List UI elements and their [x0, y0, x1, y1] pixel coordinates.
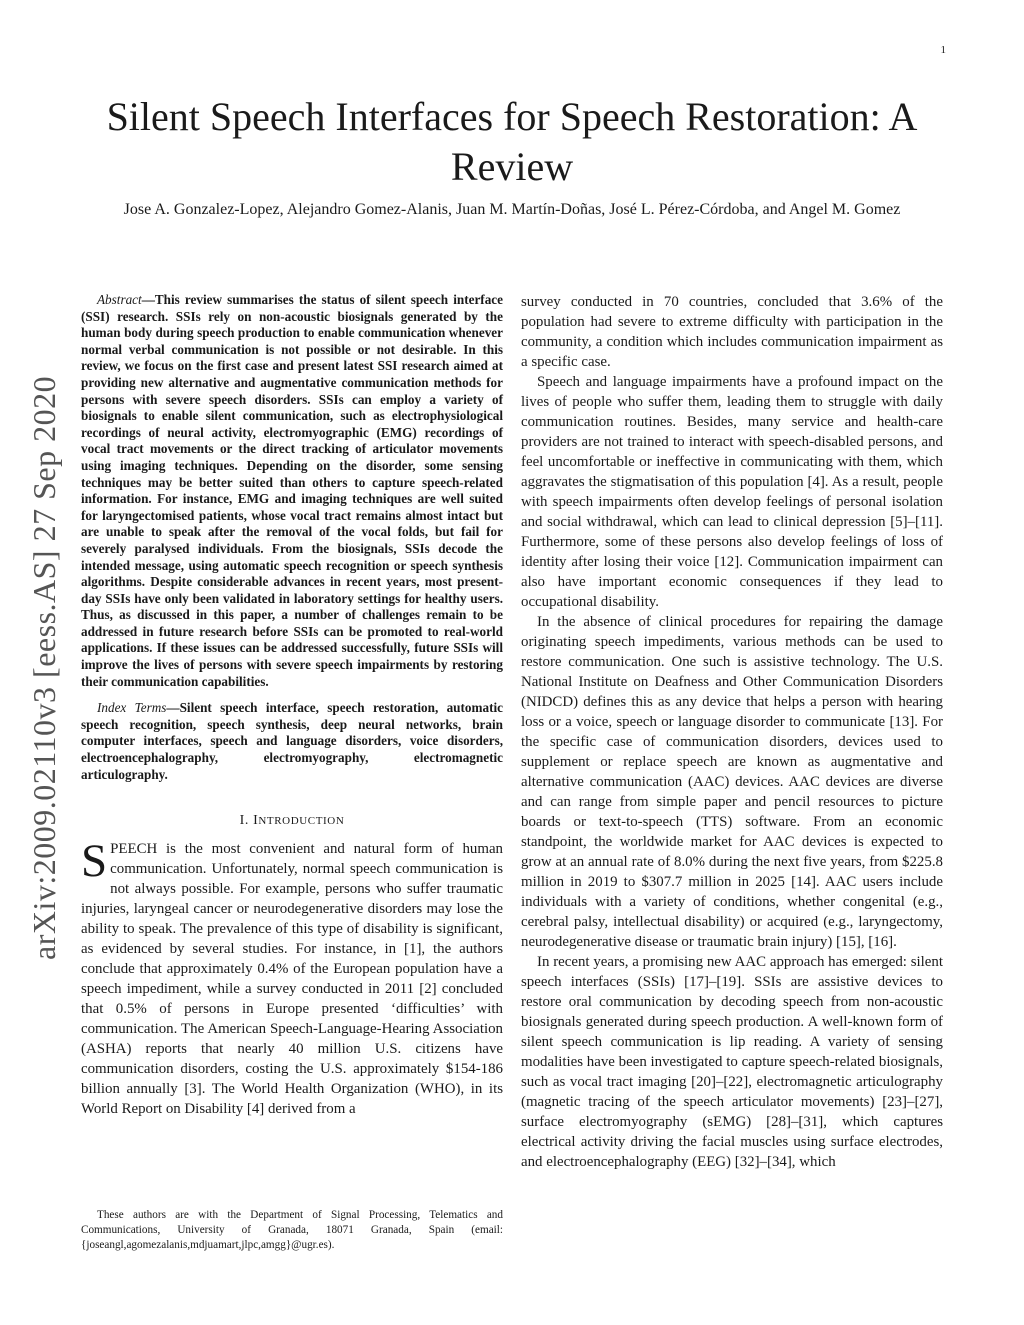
body-paragraph: survey conducted in 70 countries, concluded that 3.6% of the population had severe to extreme difficulty with participation in the community, a condition which includes communication impairment as a specific case. [521, 294, 943, 370]
abstract-text: —This review summarises the status of silent speech interface (SSI) research. SSIs rely on non-acoustic biosignals generated by the human body during speech production to enable communication whenever normal verbal communication is not possible or not desirable. In this review, we focus on the first case and present latest SSI research aimed at providing new alternative and augmentative communication methods for persons with severe speech disorders. SSIs can employ a variety of biosignals to enable silent communication, such as electrophysiological recordings of neural activity, electromyographic (EMG) recordings of vocal tract movements or the direct tracking of articulator movements using imaging techniques. Depending on the disorder, some sensing techniques may be better suited than others to capture speech-related information. For instance, EMG and imaging techniques are well suited for laryngectomised patients, whose vocal tract remains almost intact but are unable to speak after the removal of the vocal folds, but fail for severely paralysed individuals. From the biosignals, SSIs decode the intended message, using automatic speech recognition or speech synthesis algorithms. Despite considerable advances in recent years, most present-day SSIs have only been validated in laboratory settings for healthy users. Thus, as discussed in this paper, a number of challenges remain to be addressed in future research before SSIs can be promoted to real-world applications. If these issues can be addressed successfully, future SSIs will improve the lives of persons with severe speech impairments by restoring their communication capabilities. [81, 292, 503, 689]
author-list: Jose A. Gonzalez-Lopez, Alejandro Gomez-Alanis, Juan M. Martín-Doñas, José L. Pérez-Córdoba, and Angel M. Gomez [123, 201, 901, 218]
paper-title: Silent Speech Interfaces for Speech Restoration: A Review [106, 94, 918, 189]
left-column [81, 292, 503, 1119]
body-paragraph: In recent years, a promising new AAC approach has emerged: silent speech interfaces (SSIs) [17]–[19]. SSIs are assistive devices to restore oral communication by decoding speech from non-acoustic biosignals generated during speech production. A well-known form of silent speech communication is lip reading. A variety of sensing modalities have been investigated to capture speech-related biosignals, such as vocal tract imaging [20]–[22], electromagnetic articulography (magnetic tracing of the speech articulator movements) [23]–[27], surface electromyography (sEMG) [28]–[31], which captures electrical activity driving the facial muscles using surface electrodes, and electroencephalography (EEG) [32]–[34], which [521, 954, 943, 1170]
intro-paragraph [81, 835, 503, 1119]
section-title-rest: NTRODUCTION [258, 815, 345, 828]
body-paragraph: In the absence of clinical procedures for repairing the damage originating speech impediments, various methods can be used to restore communication. One such is assistive technology. The U.S. National Institute on Deafness and Other Communication Disorders (NIDCD) defines this as any device that helps a person with hearing loss or a voice, speech or language disorder to communicate [13]. For the specific case of communication disorders, devices used to supplement or replace speech are known as augmentative and alternative communication (AAC) devices. AAC devices are diverse and can range from simple paper and pencil resources to picture boards or text-to-speech (TTS) software. From an economic standpoint, the worldwide market for AAC devices is expected to grow at an annual rate of 8.0% during the next five years, from $225.8 million in 2019 to $307.7 million in 2025 [14]. AAC users include individuals with a variety of conditions, whether congenital (e.g., cerebral palsy, intellectual disability) or acquired (e.g., laryngectomy, neurodegenerative disease or traumatic brain injury) [15], [16]. [521, 614, 943, 950]
abstract-label: Abstract [97, 292, 142, 307]
drop-cap: S [81, 835, 108, 888]
arxiv-identifier-stamp: arXiv:2009.02110v3 [eess.AS] 27 Sep 2020 [26, 375, 62, 960]
index-terms [81, 700, 503, 783]
body-paragraph: Speech and language impairments have a profound impact on the lives of people who suffer them, leading them to struggle with daily communication routines. Besides, many service and health-care providers are not trained to interact with speech-disabled persons, and feel uncomfortable or ineffective in communicating with them, which aggravates the stigmatisation of this population [4]. As a result, people with speech impairments often develop feelings of personal isolation and social withdrawal, which can lead to clinical depression [5]–[11]. Furthermore, some of these persons also develop feelings of loss of identity after losing their voice [12]. Communication impairment can also have important economic consequences if they lead to occupational disability. [521, 374, 943, 610]
intro-text: is the most convenient and natural form of human communication. Unfortunately, normal speech communication is not always possible. For example, persons who suffer traumatic injuries, laryngeal cancer or neurodegenerative disorders may lose the ability to speak. The prevalence of this type of disability is significant, as evidenced by several studies. For instance, in [1], the authors conclude that approximately 0.4% of the European population have a speech impediment, while a survey conducted in 2011 [2] concluded that 0.5% of persons in Europe presented ‘difficulties’ with communication. The American Speech-Language-Hearing Association (ASHA) reports that nearly 40 million U.S. citizens have communication disorders, costing the U.S. approximately $154-186 billion annually [3]. The World Health Organization (WHO), in its World Report on Disability [4] derived from a [81, 841, 503, 1118]
section-title-initial: I [253, 813, 259, 829]
index-terms-text: —Silent speech interface, speech restoration, automatic speech recognition, speech synthesis, deep neural networks, brain computer interfaces, speech and language disorders, voice disorders, electroencephalography, electromyography, electromagnetic articulography. [81, 700, 503, 782]
page-number: 1 [940, 44, 946, 56]
index-terms-label: Index Terms [97, 700, 167, 716]
author-affiliation-footnote: These authors are with the Department of Signal Processing, Telematics and Communications, University of Granada, 18071 Granada, Spain (email: {joseangl,agomezalanis,mdjuamart,jlpc,amgg}@ugr.es). [81, 1209, 503, 1251]
first-word: PEECH [110, 841, 158, 858]
section-numeral: I. [239, 813, 249, 829]
abstract [81, 292, 503, 690]
section-heading [81, 813, 503, 829]
right-column [521, 292, 943, 1172]
